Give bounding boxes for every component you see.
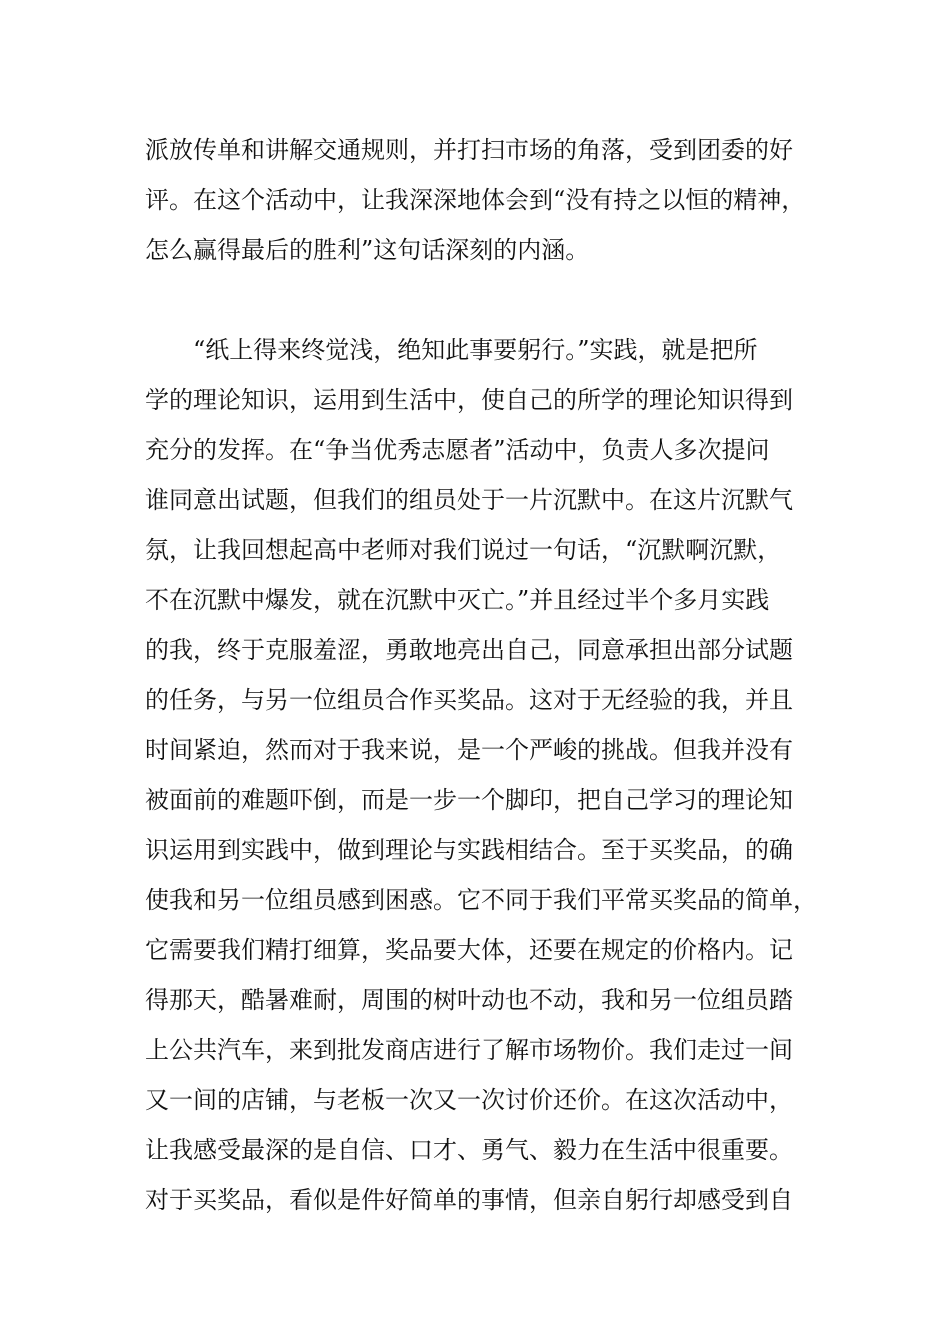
text-line: 使我和另一位组员感到困惑。它不同于我们平常买奖品的简单， [145, 886, 817, 914]
text-line: 识运用到实践中，做到理论与实践相结合。至于买奖品，的确 [145, 836, 793, 864]
text-line: 对于买奖品，看似是件好简单的事情，但亲自躬行却感受到自 [145, 1186, 793, 1214]
text-line: 氛，让我回想起高中老师对我们说过一句话，“沉默啊沉默， [145, 536, 782, 564]
text-line: 得那天，酷暑难耐，周围的树叶动也不动，我和另一位组员踏 [145, 986, 793, 1014]
text-line: 派放传单和讲解交通规则，并打扫市场的角落，受到团委的好 [145, 136, 793, 164]
text-line: 被面前的难题吓倒，而是一步一个脚印，把自己学习的理论知 [145, 786, 793, 814]
text-line: 评。在这个活动中，让我深深地体会到“没有持之以恒的精神， [145, 186, 806, 214]
text-line: 又一间的店铺，与老板一次又一次讨价还价。在这次活动中， [145, 1086, 793, 1114]
text-line: 它需要我们精打细算，奖品要大体，还要在规定的价格内。记 [145, 936, 793, 964]
text-line: 上公共汽车，来到批发商店进行了解市场物价。我们走过一间 [145, 1036, 793, 1064]
text-line: 让我感受最深的是自信、口才、勇气、毅力在生活中很重要。 [145, 1136, 793, 1164]
text-line: 的我，终于克服羞涩，勇敢地亮出自己，同意承担出部分试题 [145, 636, 793, 664]
text-line: 的任务，与另一位组员合作买奖品。这对于无经验的我，并且 [145, 686, 793, 714]
text-line: 时间紧迫，然而对于我来说，是一个严峻的挑战。但我并没有 [145, 736, 793, 764]
text-line: 不在沉默中爆发，就在沉默中灭亡。”并且经过半个多月实践 [145, 586, 770, 614]
text-line: 充分的发挥。在“争当优秀志愿者”活动中，负责人多次提问 [145, 436, 770, 464]
text-line: 学的理论知识，运用到生活中，使自己的所学的理论知识得到 [145, 386, 793, 414]
text-line: 怎么赢得最后的胜利”这句话深刻的内涵。 [145, 236, 590, 264]
text-line: 谁同意出试题，但我们的组员处于一片沉默中。在这片沉默气 [145, 486, 793, 514]
text-line-indented: “纸上得来终觉浅，绝知此事要躬行。”实践，就是把所 [193, 336, 758, 364]
